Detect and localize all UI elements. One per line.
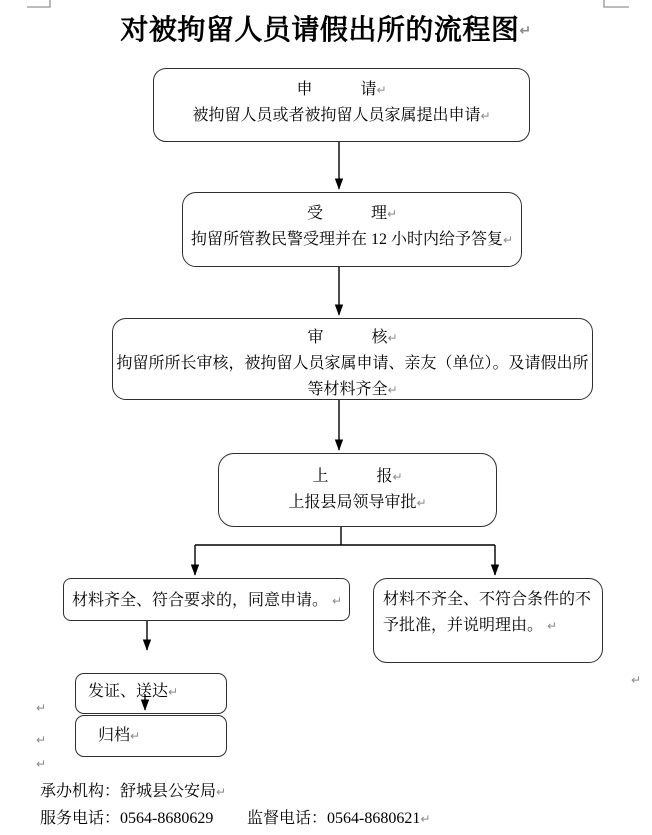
report-heading: 上 报 [312, 468, 393, 485]
page-title [0, 8, 652, 48]
flow-node-reject [373, 578, 603, 663]
footer-service-phone: 服务电话：0564-8680629 [40, 810, 214, 827]
margin-mark-top-left [27, 0, 50, 7]
page-title-text: 对被拘留人员请假出所的流程图 [120, 15, 520, 46]
paragraph-mark: ↵ [416, 496, 427, 510]
paragraph-mark: ↵ [420, 812, 431, 826]
flow-node-report [218, 453, 497, 527]
apply-heading: 申 请 [296, 81, 377, 98]
footer-agency [40, 778, 226, 801]
paragraph-mark: ↵ [36, 733, 47, 747]
margin-mark-top-right [604, 0, 629, 7]
flow-node-review [112, 318, 593, 400]
paragraph-mark: ↵ [386, 207, 398, 221]
paragraph-mark: ↵ [502, 233, 514, 247]
flow-node-approve [63, 578, 350, 621]
paragraph-mark: ↵ [36, 701, 47, 715]
accept-body: 拘留所管教民警受理并在 12 小时内给予答复 [190, 231, 503, 248]
flow-node-issue [75, 673, 227, 714]
paragraph-mark: ↵ [387, 383, 398, 397]
paragraph-mark: ↵ [332, 594, 343, 608]
paragraph-mark: ↵ [130, 729, 141, 743]
paragraph-mark: ↵ [168, 685, 179, 699]
paragraph-mark: ↵ [376, 83, 387, 97]
apply-body: 被拘留人员或者被拘留人员家属提出申请 [192, 107, 481, 124]
reject-body: 材料不齐全、不符合条件的不予批准，并说明理由。 [383, 591, 592, 634]
paragraph-mark: ↵ [480, 109, 491, 123]
footer-monitor-phone [247, 805, 430, 828]
flow-node-apply [153, 68, 530, 142]
paragraph-mark: ↵ [36, 757, 47, 771]
paragraph-mark: ↵ [392, 470, 403, 484]
issue-body: 发证、送达 [88, 683, 169, 700]
review-body: 拘留所所长审核，被拘留人员家属申请、亲友（单位）。及请假出所等材料齐全 [116, 355, 589, 398]
paragraph-mark: ↵ [631, 673, 642, 687]
paragraph-mark: ↵ [387, 331, 398, 345]
approve-body: 材料齐全、符合要求的，同意申请。 [72, 592, 329, 609]
flow-node-accept [182, 192, 522, 267]
flow-node-archive [75, 715, 227, 757]
review-heading: 审 核 [307, 329, 388, 346]
footer-agency-text: 承办机构：舒城县公安局 [40, 783, 217, 800]
accept-heading: 受 理 [306, 205, 387, 222]
paragraph-mark: ↵ [519, 23, 532, 39]
archive-body: 归档 [98, 727, 131, 744]
paragraph-mark: ↵ [547, 619, 558, 633]
report-body: 上报县局领导审批 [288, 494, 417, 511]
paragraph-mark: ↵ [216, 785, 227, 799]
footer-monitor-text: 监督电话：0564-8680621 [247, 810, 421, 827]
